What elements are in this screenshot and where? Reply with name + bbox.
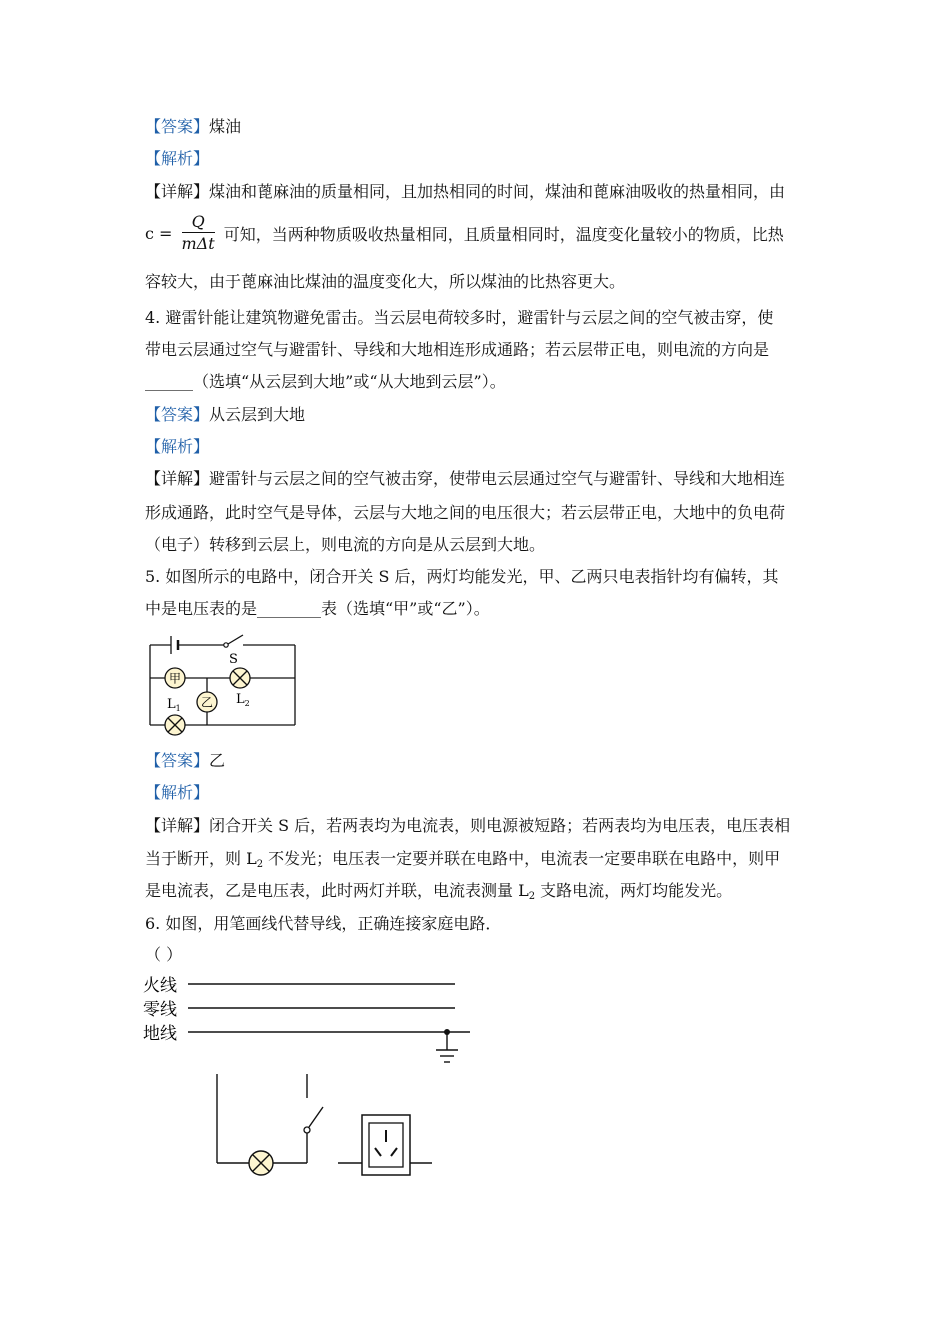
stem-text: 6. 如图，用笔画线代替导线，正确连接家庭电路． [145,914,502,933]
detail-tag: 【详解】 [145,469,210,488]
q3-detail-line-1 [145,181,785,203]
q4-stem-line-1 [145,307,773,329]
switch-icon [224,635,243,647]
detail-tag: 【详解】 [145,816,210,835]
answer-text: 从云层到大地 [209,405,306,424]
q5-detail-line-3 [145,880,732,908]
stem-text: 带电云层通过空气与避雷针、导线和大地相连形成通路；若云层带正电，则电流的方向是 [145,340,770,359]
detail-text: 不发光；电压表一定要并联在电路中，电流表一定要串联在电路中，则甲 [263,849,781,868]
detail-text: 可知，当两种物质吸收热量相同，且质量相同时，温度变化量较小的物质，比热 [223,225,784,244]
three-pin-socket-icon [362,1115,410,1175]
q5-stem-line-1 [145,566,779,588]
detail-text: （电子）转移到云层上，则电流的方向是从云层到大地。 [145,535,546,554]
q5-detail-line-2 [145,848,780,876]
formula-denominator: mΔt [181,234,215,253]
live-wire-label: 火线 [143,976,177,996]
q4-answer-line [145,404,305,426]
q4-analysis-line [145,436,209,458]
q5-analysis-line [145,782,209,804]
q4-detail-line-1 [145,468,785,490]
answer-text: 乙 [209,751,226,770]
detail-text: 避雷针与云层之间的空气被击穿，使带电云层通过空气与避雷针、导线和大地相连 [209,469,786,488]
detail-text: 是电流表，乙是电压表，此时两灯并联，电流表测量 L [145,881,529,900]
q4-detail-line-2 [145,502,785,524]
q5-stem-line-2 [145,598,490,620]
detail-text: 支路电流，两灯均能发光。 [535,881,733,900]
q6-household-circuit [140,970,480,1185]
q6-blank-line [145,944,182,966]
subscript: 2 [256,859,264,870]
q3-analysis-line [145,148,209,170]
q3-formula-line [145,212,784,260]
detail-text: 形成通路，此时空气是导体，云层与大地之间的电压很大；若云层带正电，大地中的负电荷 [145,503,786,522]
q5-circuit-diagram [145,630,300,745]
detail-text: 容较大，由于蓖麻油比煤油的温度变化大，所以煤油的比热容更大。 [145,272,626,291]
neutral-wire-label: 零线 [143,1000,177,1020]
q6-stem-line-1 [145,913,501,935]
detail-tag: 【详解】 [145,182,210,201]
formula-lhs: c = [145,224,173,243]
lamp-l2-icon [230,668,250,688]
answer-tag: 【答案】 [145,751,210,770]
analysis-tag: 【解析】 [145,149,210,168]
ground-icon [436,1029,458,1062]
stem-text: 5. 如图所示的电路中，闭合开关 S 后，两灯均能发光，甲、乙两只电表指针均有偏转，其 [145,567,779,586]
stem-text: 4. 避雷针能让建筑物避免雷击。当云层电荷较多时，避雷针与云层之间的空气被击穿，使 [145,308,774,327]
stem-text: ______（选填“从云层到大地”或“从大地到云层”）。 [145,372,506,391]
q4-stem-line-3 [145,371,506,393]
q5-detail-line-1 [145,815,790,837]
stem-text: 中是电压表的是________表（选填“甲”或“乙”）。 [145,599,490,618]
ground-wire-label: 地线 [143,1024,177,1044]
answer-blank: （ ） [145,945,183,964]
q3-answer-line [145,116,241,138]
lamp-l1-icon [165,715,185,735]
lamp-icon [249,1151,273,1175]
analysis-tag: 【解析】 [145,783,210,802]
q4-stem-line-2 [145,339,769,361]
lamp-l2-label: $L_2$ [236,692,250,708]
q4-detail-line-3 [145,534,545,556]
meter-yi-label: 乙 [200,695,214,710]
switch-icon [304,1107,323,1133]
q3-detail-line-3 [145,271,625,293]
switch-label: S [229,652,238,667]
meter-jia-label: 甲 [168,671,182,686]
detail-text: 当于断开，则 L [145,849,257,868]
subscript: 2 [528,891,536,902]
answer-text: 煤油 [209,117,242,136]
analysis-tag: 【解析】 [145,437,210,456]
q5-answer-line [145,750,225,772]
detail-text: 煤油和蓖麻油的质量相同，且加热相同的时间，煤油和蓖麻油吸收的热量相同，由 [209,182,786,201]
lamp-l1-label: $L_1$ [167,697,181,713]
formula-fraction [182,212,215,255]
answer-tag: 【答案】 [145,117,210,136]
answer-tag: 【答案】 [145,405,210,424]
detail-text: 闭合开关 S 后，若两表均为电流表，则电源被短路；若两表均为电压表，电压表相 [209,816,791,835]
battery-icon [171,636,178,654]
formula-numerator: Q [182,212,215,233]
